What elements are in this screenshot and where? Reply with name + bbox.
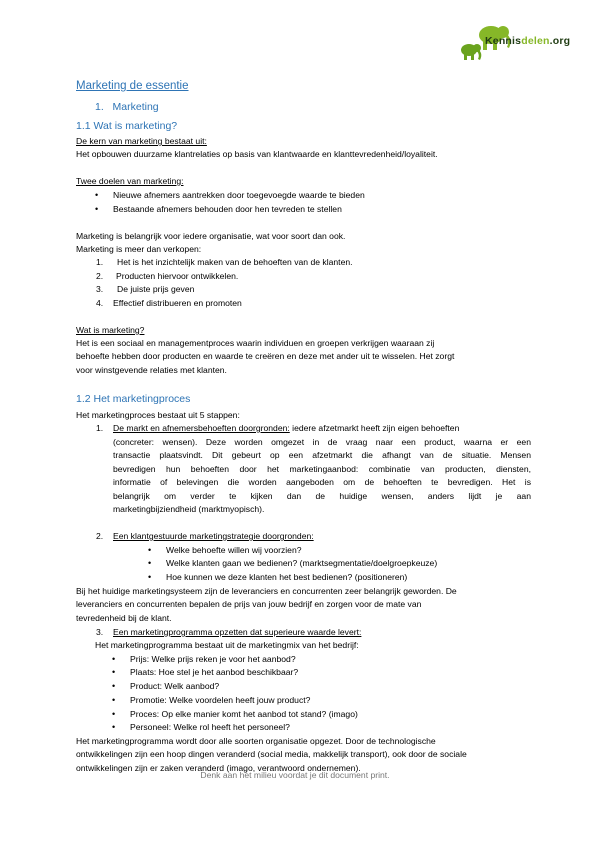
step-1-line: informatie of belevingen die worden aangeboden om de behoeften te bevredigen. Het is bbox=[113, 477, 531, 487]
kern-text: Het opbouwen duurzame klantrelaties op basis van klantwaarde en klanttevredenheid/loyaliteit. bbox=[76, 149, 438, 159]
list-item: • Prijs: Welke prijs reken je voor het aanbod? bbox=[130, 653, 296, 667]
numbered-item-text: Producten hiervoor ontwikkelen. bbox=[116, 271, 239, 281]
section-1-number: 1. bbox=[95, 101, 104, 113]
kennisdelen-logo[interactable] bbox=[457, 20, 577, 62]
step-2-label: Een klantgestuurde marketingstrategie doorgronden: bbox=[113, 531, 314, 541]
logo-part-org: .org bbox=[549, 35, 571, 47]
numbered-item-text: Effectief distribueren en promoten bbox=[113, 298, 242, 308]
list-item: • Personeel: Welke rol heeft het personeel? bbox=[130, 721, 290, 735]
step-1-line-1 bbox=[113, 422, 459, 436]
step-1-line: marketingbijziendheid (marktmyopisch). bbox=[113, 504, 265, 514]
list-item: • Welke klanten gaan we bedienen? (marktsegmentatie/doelgroepkeuze) bbox=[166, 557, 437, 571]
step-3-label: Een marketingprogramma opzetten dat superieure waarde levert: bbox=[113, 627, 362, 637]
numbered-item bbox=[96, 270, 103, 284]
item-number: 3. bbox=[96, 284, 104, 294]
item-number: 2. bbox=[96, 271, 104, 281]
step-2-number: 2. bbox=[96, 531, 104, 541]
step-1-text: iedere afzetmarkt heeft zijn eigen behoeften bbox=[292, 423, 460, 433]
document-title: Marketing de essentie bbox=[76, 80, 189, 92]
step-1-number: 1. bbox=[96, 423, 104, 433]
list-item: • Bestaande afnemers behouden door hen tevreden te stellen bbox=[113, 203, 342, 217]
numbered-item bbox=[96, 256, 103, 270]
wat-line: voor winstgevende relaties met klanten. bbox=[76, 365, 227, 375]
step-3-intro: Het marketingprogramma bestaat uit de marketingmix van het bedrijf: bbox=[95, 640, 359, 650]
step-1-line: bevredigen hun behoeften door het marketingaanbod: combinatie van producten, diensten, bbox=[113, 464, 531, 474]
wat-line: Het is een sociaal en managementproces waarin individuen en groepen verkrijgen waaraan zij bbox=[76, 338, 435, 348]
list-item: • Nieuwe afnemers aantrekken door toegevoegde waarde te bieden bbox=[113, 189, 365, 203]
list-item: • Product: Welk aanbod? bbox=[130, 680, 219, 694]
slot-line: Het marketingprogramma wordt door alle soorten organisatie opgezet. Door de technologische bbox=[76, 736, 436, 746]
numbered-item bbox=[96, 283, 103, 297]
list-item: • Proces: Op elke manier komt het aanbod tot stand? (imago) bbox=[130, 708, 358, 722]
twee-doelen-label: Twee doelen van marketing: bbox=[76, 176, 184, 186]
slot-line: ontwikkelingen zijn een hoop dingen veranderd (social media, makkelijk transport), ook door de sociale bbox=[76, 749, 467, 759]
huidig-line: Bij het huidige marketingsysteem zijn de leveranciers en concurrenten zeer belangrijk geworden. De bbox=[76, 586, 457, 596]
huidig-line: leveranciers en concurrenten bepalen de prijs van jouw bedrijf en zorgen voor de mate van bbox=[76, 599, 422, 609]
subsection-1-2-heading: 1.2 Het marketingproces bbox=[76, 393, 191, 405]
item-number: 4. bbox=[96, 298, 104, 308]
step-1-line: transactie plaatsvindt. Dit gebeurt op een afzetmarkt die afhangt van de situatie. Mensen bbox=[113, 450, 531, 460]
slot-line: ontwikkelingen zijn er zaken veranderd (imago, verantwoord ondernemen). bbox=[76, 763, 361, 773]
logo-part-kennis: Kennis bbox=[485, 35, 522, 47]
numbered-item-text: Het is het inzichtelijk maken van de behoeften van de klanten. bbox=[117, 257, 353, 267]
step-1-label: De markt en afnemersbehoeften doorgronden: bbox=[113, 423, 290, 433]
list-item: • Plaats: Hoe stel je het aanbod beschikbaar? bbox=[130, 666, 298, 680]
huidig-line: tevredenheid bij de klant. bbox=[76, 613, 172, 623]
list-item: • Hoe kunnen we deze klanten het best bedienen? (positioneren) bbox=[166, 571, 407, 585]
wat-line: behoefte hebben door producten en waarde te creëren en deze met ander uit te wisselen. Het zorgt bbox=[76, 351, 455, 361]
section-1-label: Marketing bbox=[112, 101, 159, 113]
numbered-item bbox=[96, 297, 103, 311]
step-1-line: (concreter: wensen). Deze worden omgezet in de vraag naar een product, waarna er een bbox=[113, 437, 531, 447]
kern-label: De kern van marketing bestaat uit: bbox=[76, 136, 207, 146]
list-item: • Promotie: Welke voordelen heeft jouw product? bbox=[130, 694, 310, 708]
step-1-line: belangrijk om verder te kijken dan de huidige wensen, anders lijdt je aan bbox=[113, 491, 531, 501]
logo-wordmark bbox=[485, 35, 570, 47]
proces-intro: Het marketingproces bestaat uit 5 stappen: bbox=[76, 410, 240, 420]
section-1-heading bbox=[95, 101, 159, 113]
list-item: • Welke behoefte willen wij voorzien? bbox=[166, 544, 302, 558]
footer-note: Denk aan het milieu voordat je dit document print. bbox=[200, 770, 390, 780]
numbered-item-text: De juiste prijs geven bbox=[117, 284, 195, 294]
wat-is-marketing-label: Wat is marketing? bbox=[76, 325, 145, 335]
item-number: 1. bbox=[96, 257, 104, 267]
step-3-number: 3. bbox=[96, 627, 104, 637]
belang-text-1: Marketing is belangrijk voor iedere organisatie, wat voor soort dan ook. bbox=[76, 231, 346, 241]
subsection-1-1-heading: 1.1 Wat is marketing? bbox=[76, 120, 178, 132]
logo-part-delen: delen bbox=[521, 35, 550, 47]
belang-text-2: Marketing is meer dan verkopen: bbox=[76, 244, 202, 254]
